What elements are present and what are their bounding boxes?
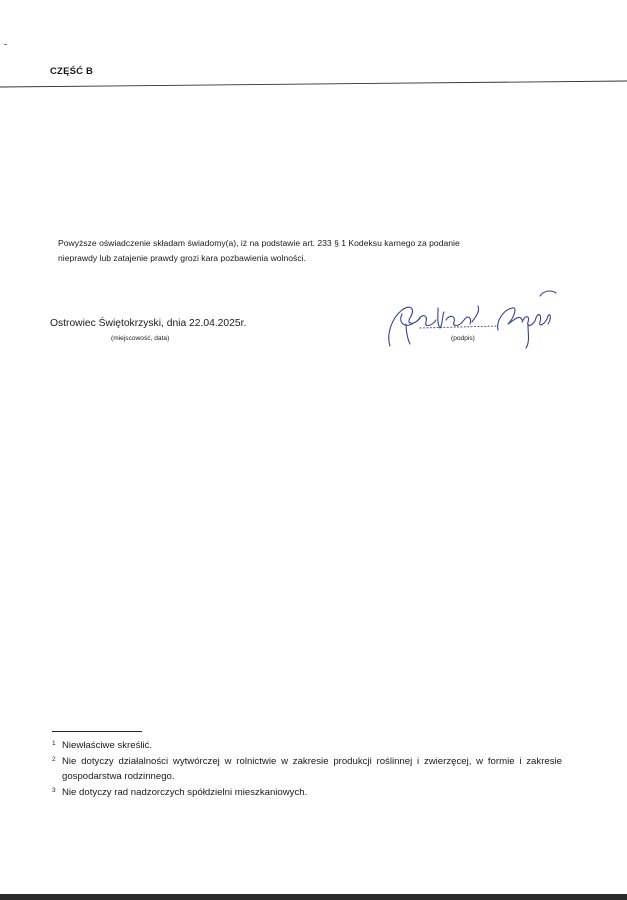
place-date-caption: (miejscowość, data) xyxy=(111,335,170,342)
place-date: Ostrowiec Świętokrzyski, dnia 22.04.2025r. xyxy=(50,318,247,329)
footnote-text: Niewłaściwe skreślić. xyxy=(62,740,153,751)
handwritten-signature xyxy=(380,284,560,356)
statement-line: nieprawdy lub zatajenie prawdy grozi kara pozbawienia wolności. xyxy=(58,252,306,263)
scan-bottom-edge xyxy=(0,894,627,900)
section-title: CZĘŚĆ B xyxy=(50,66,94,77)
footnotes xyxy=(52,738,562,800)
footnote-item xyxy=(52,785,562,801)
footnote-text: Nie dotyczy rad nadzorczych spółdzielni mieszkaniowych. xyxy=(62,786,308,798)
footnote-number: 1 xyxy=(52,740,56,747)
footnote-number: 2 xyxy=(52,755,56,763)
footnote-item xyxy=(52,754,562,785)
footnote-item xyxy=(52,738,562,754)
statement-line: Powyższe oświadczenie składam świadomy(a), iż na podstawie art. 233 § 1 Kodeksu karnego za podanie xyxy=(58,238,460,248)
scan-artifact xyxy=(4,44,7,45)
signature-caption: (podpis) xyxy=(451,335,475,342)
footnote-number: 3 xyxy=(52,786,56,794)
header-rule xyxy=(0,80,627,90)
statement-paragraph xyxy=(58,236,528,265)
footnote-text: Nie dotyczy działalności wytwórczej w rolnictwie w zakresie produkcji roślinnej i zwierzęcej, w formie i zakresie gospodarstwa rodzinnego. xyxy=(62,755,562,782)
footnote-separator xyxy=(52,731,142,732)
